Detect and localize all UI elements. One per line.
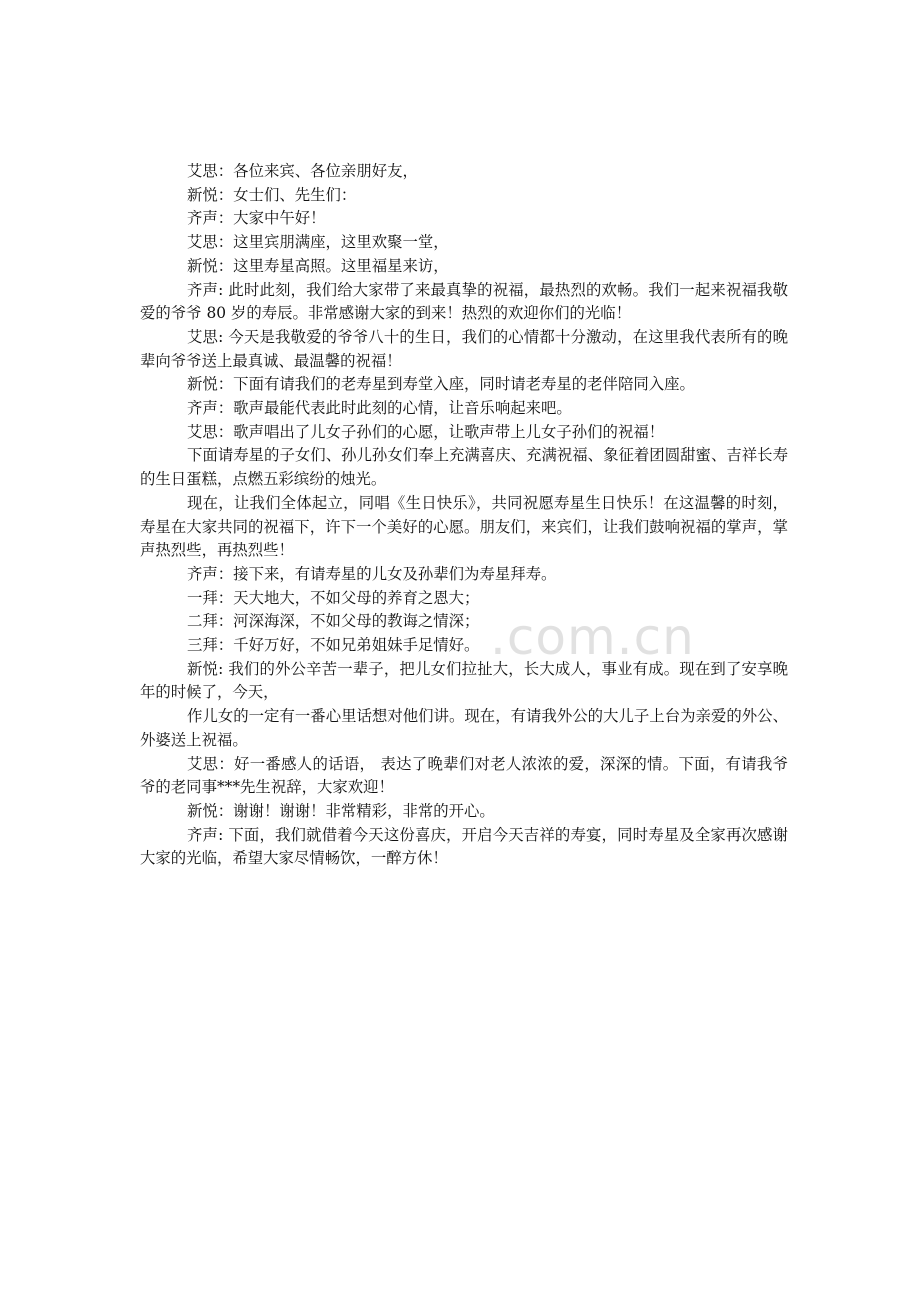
paragraph: 齐声：歌声最能代表此时此刻的心情，让音乐响起来吧。 bbox=[187, 399, 572, 418]
paragraph: 新悦：下面有请我们的老寿星到寿堂入座，同时请老寿星的老伴陪同入座。 bbox=[187, 375, 695, 394]
paragraph: 艾思: 今天是我敬爱的爷爷八十的生日，我们的心情都十分激动，在这里我代表所有的晚辈向爷爷送上最真诚、最温馨的祝福！ bbox=[140, 327, 789, 370]
paragraph: 新悦：谢谢！谢谢！非常精彩，非常的开心。 bbox=[187, 801, 495, 820]
paragraph: 新悦：女士们、先生们： bbox=[187, 185, 357, 204]
paragraph: 作儿女的一定有一番心里话想对他们讲。现在，有请我外公的大儿子上台为亲爱的外公、外婆送上祝福。 bbox=[140, 707, 788, 749]
paragraph: 下面请寿星的子女们、孙儿孙女们奉上充满喜庆、充满祝福、象征着团圆甜蜜、吉祥长寿的生日蛋糕，点燃五彩缤纷的烛光。 bbox=[140, 446, 788, 489]
paragraph: 艾思：好一番感人的话语， 表达了晚辈们对老人浓浓的爱，深深的情。下面，有请我爷爷的老同事***先生祝辞，大家欢迎！ bbox=[140, 754, 788, 797]
paragraph: 一拜：天大地大，不如父母的养育之恩大； bbox=[187, 588, 480, 607]
paragraph: 齐声：大家中午好！ bbox=[187, 209, 326, 228]
paragraph: 新悦: 我们的外公辛苦一辈子，把儿女们拉扯大，长大成人，事业有成。现在到了安享晚年的时候了，今天， bbox=[140, 659, 789, 702]
watermark: .com.cn bbox=[490, 608, 695, 666]
paragraph: 齐声：接下来，有请寿星的儿女及孙辈们为寿星拜寿。 bbox=[187, 564, 557, 583]
paragraph: 艾思：这里宾朋满座，这里欢聚一堂， bbox=[187, 233, 449, 252]
paragraph: 齐声: 此时此刻，我们给大家带了来最真挚的祝福，最热烈的欢畅。我们一起来祝福我敬爱的爷爷 80 岁的寿辰。非常感谢大家的到来！热烈的欢迎你们的光临！ bbox=[140, 280, 789, 323]
paragraph: 三拜：千好万好，不如兄弟姐妹手足情好。 bbox=[187, 636, 480, 655]
paragraph: 新悦：这里寿星高照。这里福星来访， bbox=[187, 256, 449, 275]
paragraph: 艾思：各位来宾、各位亲朋好友， bbox=[187, 162, 418, 180]
document-body bbox=[140, 160, 788, 871]
paragraph: 二拜：河深海深，不如父母的教诲之情深； bbox=[187, 612, 480, 631]
paragraph: 艾思：歌声唱出了儿女子孙们的心愿，让歌声带上儿女子孙们的祝福！ bbox=[187, 422, 665, 441]
paragraph: 齐声: 下面，我们就借着今天这份喜庆，开启今天吉祥的寿宴，同时寿星及全家再次感谢大家的光临，希望大家尽情畅饮，一醉方休！ bbox=[140, 825, 789, 868]
paragraph: 现在，让我们全体起立，同唱《生日快乐》，共同祝愿寿星生日快乐！在这温馨的时刻，寿星在大家共同的祝福下，许下一个美好的心愿。朋友们，来宾们，让我们鼓响祝福的掌声，掌声热烈些，再热烈些！ bbox=[140, 493, 788, 560]
